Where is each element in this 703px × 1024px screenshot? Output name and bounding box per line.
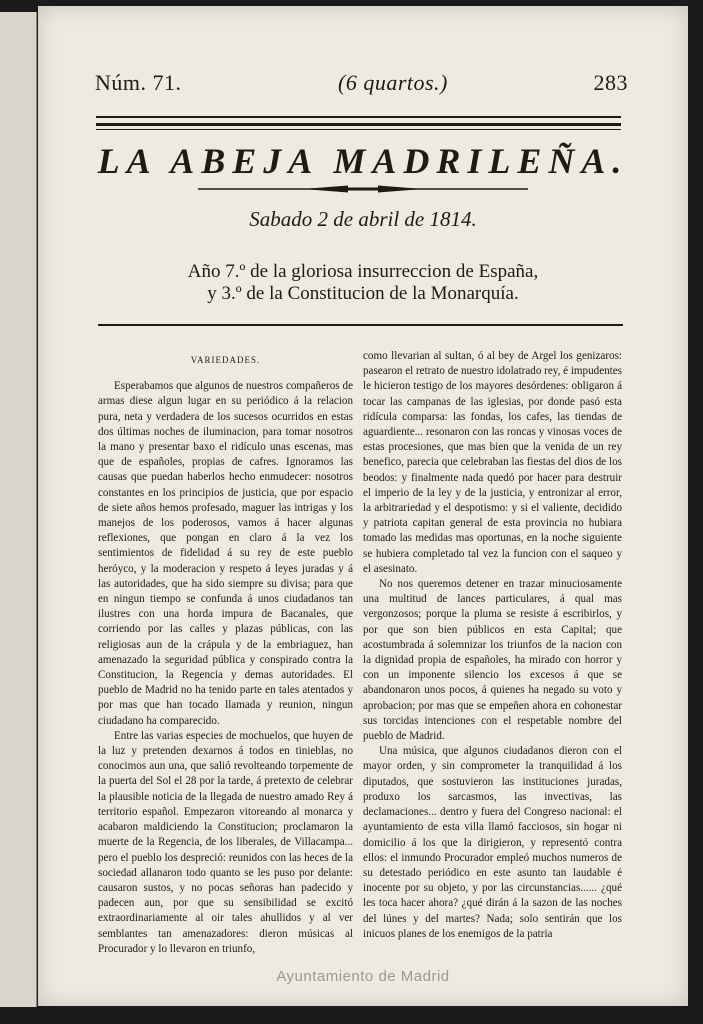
archive-watermark: Ayuntamiento de Madrid: [276, 968, 450, 985]
paragraph: como llevarian al sultan, ó al bey de Argel los genizaros: pasearon el retrato de nuestro idolatrado rey, é impudentes le hicieron testigo de los mayores desórdenes: obligaron á tocar las campanas de las iglesias, por donde pasó esta ridícula comparsa: las fondas, los cafes, las tiendas de aguardiente... resonaron con las roncas y vinosas voces de estas procesiones, que mas bien que la venida de un rey benefico, parecia que celebraban las fiestas del dios de los beodos: y finalmente nada quedó por hacer para destruir el imperio de la ley y de la justicia, y entronizar al error, la arbitrariedad y el despotismo: y si el valiente, decidido y patriota capitan general de esta provincia no hubiara tomado las medidas mas oportunas, en la noche siguiente se hubiera completado tal vez la funcion con el saqueo y el asesinato.: [363, 350, 622, 575]
page-number: 283: [593, 70, 628, 95]
subtitle-line-1: Año 7.º de la gloriosa insurreccion de España,: [187, 261, 539, 282]
right-column: [363, 349, 622, 942]
header-rule-thick: [96, 123, 621, 126]
newspaper-page: [38, 6, 688, 1006]
masthead-title: LA ABEJA MADRILEÑA.: [97, 141, 629, 181]
paragraph: Una música, que algunos ciudadanos dieron con el mayor orden, y sin comprometer la tranquilidad á los diputados, que sostuvieron las instituciones juradas, produxo los sarcasmos, las invectivas, las declamaciones... dentro y fuera del Congreso nacional: el ayuntamiento de esta villa llamó facciosos, sin hogar ni domicilio á los que la dirigieron, y representó contra ellos: el inmundo Procurador empleó muchos numeros de su detestado periódico en este asunto tan laudable é inocente por su objeto, y por las circunstancias...... ¿qué les toca hacer ahora? ¿qué dirán á la sazon de las noches del lúnes y del martes? Nada; solo sentirán que los inicuos planes de los enemigos de la patria: [363, 745, 622, 940]
issue-number: Núm. 71.: [95, 70, 182, 95]
subtitle-line-2: y 3.º de la Constitucion de la Monarquía.: [207, 283, 519, 304]
left-column: [98, 349, 353, 957]
paragraph: No nos queremos detener en trazar minuciosamente una multitud de lances particulares, á qual mas vergonzosos; porque la pluma se resiste á escribirlos, y por que son bien públicos en esta Capital; que acostumbrada á solemnizar los triunfos de la nacion con la dignidad propia de españoles, ha mirado con horror y con un imponente silencio los excesos á que se abandonaron unos pocos, á quienes ha negado su voto y aprobacion; por mas que se empeñen ahora en cohonestar sus torcidas intenciones con el respetable nombre del pueblo de Madrid.: [363, 578, 622, 743]
section-rule: [98, 324, 623, 326]
paragraph: Esperabamos que algunos de nuestros compañeros de armas diese algun lugar en su periódico á la relacion pura, neta y verdadera de los sucesos ocurridos en estas dos últimas noches de iluminacion, para tomar nosotros la mano y presentar baxo el ridículo unas escenas, mas que de españoles, propias de cafres. Ignoramos las causas que puedan haberlos hecho enmudecer: nosotros constantes en los principios de justicia, que por espacio de siete años hemos profesado, maguer las intrigas y los manejos de los poderosos, vamos á hacer algunas reflexiones, que pongan en claro á la vez los sentimientos de fidelidad á su rey de este pueblo heróyco, y la moderacion y respeto á leyes juradas y á las autoridades, que ha sido siempre su divisa; para que en ningun tiempo se confunda á unos ciudadanos tan ilustres con una horda impura de Bacanales, que corriendo por las calles y plazas públicas, con las religiosas aun de la crápula y de la embriaguez, han amenazado la seguridad pública y conspirado contra la Constitucion, la Regencia y demas autoridades. El pueblo de Madrid no ha tenido parte en tales atentados y por mas que han tocado llamada y reunion, ningun ciudadano ha comparecido.: [98, 380, 353, 727]
ornamental-arrow-rule: [198, 182, 528, 196]
header-rule: [96, 116, 621, 118]
adjacent-page-edge: [0, 12, 37, 1007]
section-heading: VARIEDADES.: [190, 355, 261, 365]
paragraph: Entre las varias especies de mochuelos, que huyen de la luz y pretenden dexarnos á todos en tinieblas, no conocimos aun una, que salió revolteando torpemente de la puerta del Sol el 28 por la tarde, á pretexto de celebrar la plausible noticia de la llegada de nuestro amado Rey á territorio español. Empezaron vitoreando al monarca y acabaron maldiciendo la Constitucion; proclamaron la muerte de la Regencia, de los liberales, de Villacampa... pero el pueblo los despreció: reunidos con las heces de la sociedad allanaron todo quanto se les puso por delante: causaron sustos, y no pocas señoras han padecido y padecen aun, por que su sensibilidad se excitó extraordinariamente al oir tales ahullidos y al ver semblantes tan amenazadores: dieron músicas al Procurador y lo llevaron en triunfo,: [98, 729, 353, 955]
header-rule-thin: [96, 129, 621, 130]
price-label: (6 quartos.): [338, 70, 448, 95]
issue-date: Sabado 2 de abril de 1814.: [249, 207, 477, 231]
